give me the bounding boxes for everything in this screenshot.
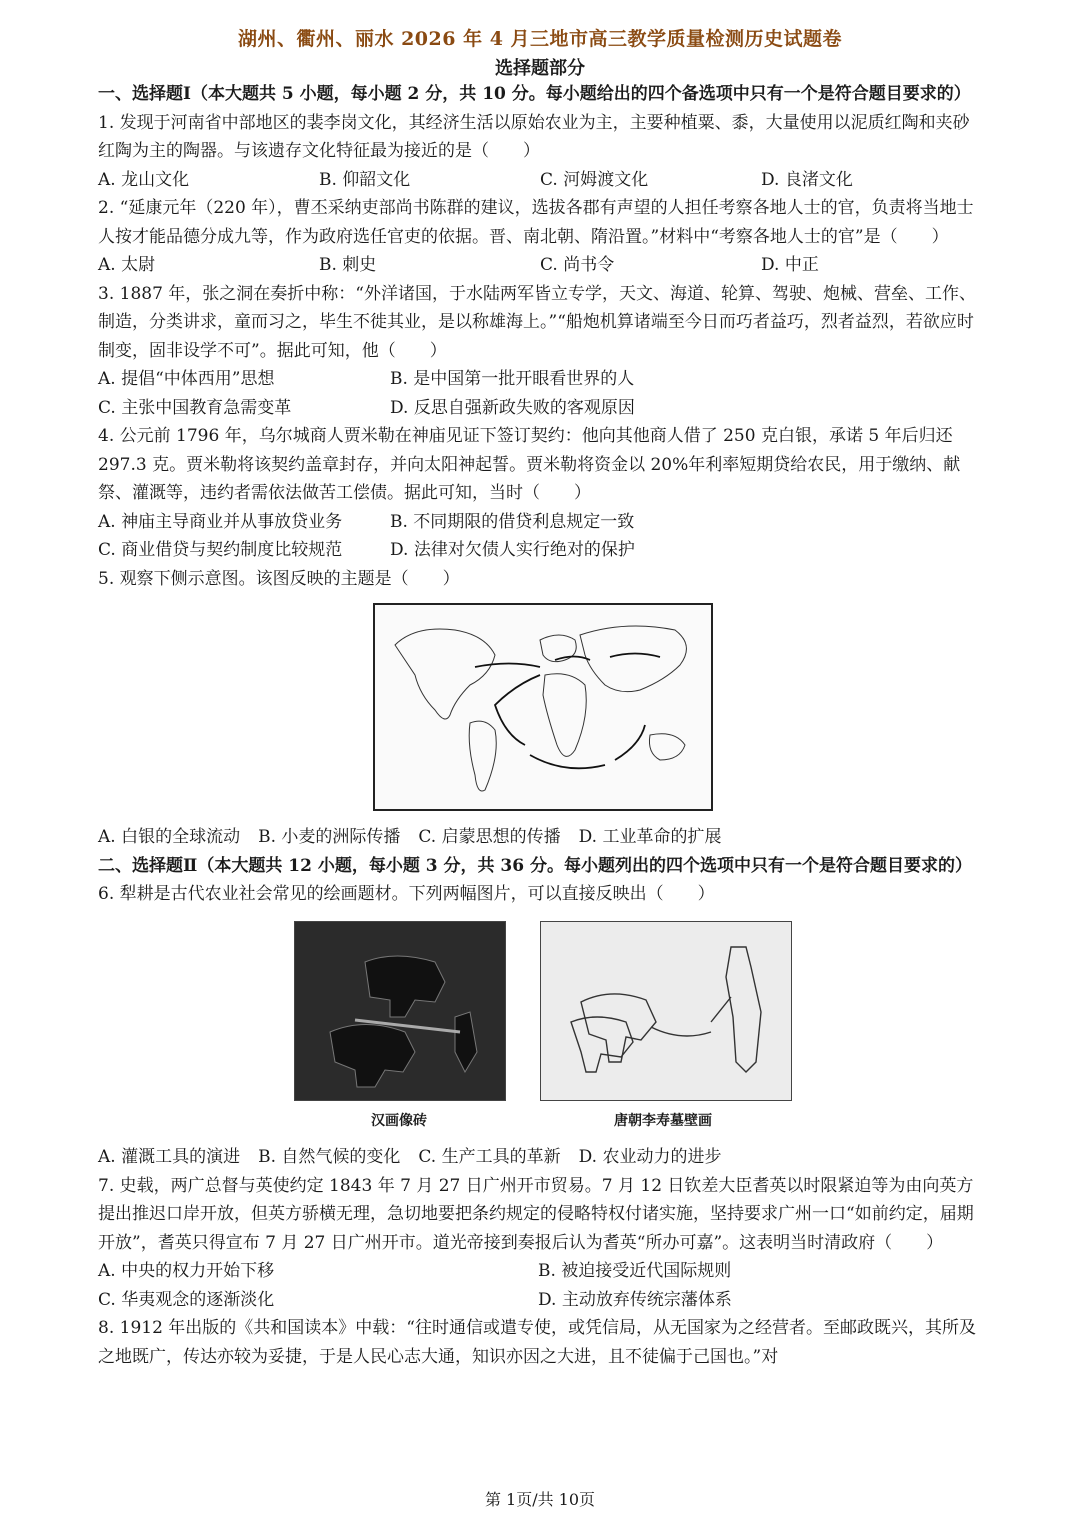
q7-stem: 7. 史载，两广总督与英使约定 1843 年 7 月 27 日广州开市贸易。7 月 12 日钦差大臣耆英以时限紧迫等为由向英方提出推迟口岸开放，但英方骄横无理，急切地要把条约规定的侵略特权付诸实施，坚持要求广州一口“如前约定，届期开放”，耆英只得宣布 7 月 27 日广州开市。道光帝接到奏报后认为耆英“所办可嘉”。这表明当时清政府（ ）	[98, 1175, 974, 1253]
q7-option-c: C. 华夷观念的逐渐淡化	[98, 1289, 275, 1310]
page-subtitle: 选择题部分	[495, 58, 585, 79]
q5-stem: 5. 观察下侧示意图。该图反映的主题是（ ）	[98, 568, 460, 589]
page-footer: 第 1页/共 10页	[484, 1490, 596, 1509]
q7-option-a: A. 中央的权力开始下移	[98, 1261, 275, 1281]
q3-option-b: B. 是中国第一批开眼看世界的人	[390, 369, 635, 389]
q6-option-c: C. 生产工具的革新	[418, 1147, 561, 1167]
ox-plowing-relief-illustration	[295, 922, 505, 1100]
q6-captions	[294, 1107, 984, 1136]
q2-option-b: B. 刺史	[319, 255, 377, 275]
q6-stem: 6. 犁耕是古代农业社会常见的绘画题材。下列两幅图片，可以直接反映出（ ）	[98, 884, 715, 904]
page-title: 湖州、衢州、丽水 2026 年 4 月三地市高三教学质量检测历史试题卷	[237, 28, 843, 50]
q2-option-a: A. 太尉	[98, 255, 156, 275]
section1-heading: 一、选择题Ⅰ（本大题共 5 小题，每小题 2 分，共 10 分。每小题给出的四个备选项中只有一个是符合题目要求的）	[98, 84, 971, 104]
q6-option-a: A. 灌溉工具的演进	[98, 1147, 241, 1167]
q2-stem: 2. “延康元年（220 年），曹丕采纳吏部尚书陈群的建议，选拔各郡有声望的人担任考察各地人士的官，负责将当地士人按才能品德分成九等，作为政府选任官吏的依据。晋、南北朝、隋沿置。”材料中“考察各地人士的官”是（ ）	[98, 198, 974, 247]
q4-stem: 4. 公元前 1796 年，乌尔城商人贾米勒在神庙见证下签订契约：他向其他商人借了 250 克白银，承诺 5 年后归还 297.3 克。贾米勒将该契约盖章封存，并向太阳神起誓。贾米勒将资金以 20%年利率短期贷给农民，用于缴纳、献祭、灌溉等，违约者需依法做苦工偿债。据此可知，当时（ ）	[98, 426, 961, 503]
q5-option-b: B. 小麦的洲际传播	[258, 827, 401, 847]
q7-option-d: D. 主动放弃传统宗藩体系	[538, 1289, 732, 1310]
q4-option-d: D. 法律对欠债人实行绝对的保护	[390, 540, 635, 560]
q4-options-row1	[98, 508, 984, 537]
q1-stem: 1. 发现于河南省中部地区的裴李岗文化，其经济生活以原始农业为主，主要种植粟、黍，大量使用以泥质红陶和夹砂红陶为主的陶器。与该遗存文化特征最为接近的是（ ）	[98, 112, 970, 161]
q1-option-b: B. 仰韶文化	[319, 169, 411, 190]
q2-options	[98, 251, 984, 280]
q3-option-a: A. 提倡“中体西用”思想	[98, 369, 275, 389]
q4-options-row2	[98, 536, 984, 565]
q7-options-row2	[98, 1286, 984, 1315]
q1-option-c: C. 河姆渡文化	[540, 169, 649, 190]
q7-options-row1	[98, 1257, 984, 1286]
han-brick-relief-image	[294, 921, 506, 1101]
q3-stem: 3. 1887 年，张之洞在奏折中称：“外洋诸国，于水陆两军皆立专学，天文、海道、轮算、驾驶、炮械、营垒、工作、制造，分类讲求，童而习之，毕生不徙其业，是以称雄海上。”“船炮机算诸端至今日而巧者益巧，烈者益烈，若欲应时制变，固非设学不可”。据此可知，他（ ）	[98, 283, 976, 361]
tang-plowing-mural-illustration	[541, 922, 791, 1100]
q3-options-row2	[98, 394, 984, 423]
q8-stem: 8. 1912 年出版的《共和国读本》中载：“往时通信或遣专使，或凭信局，从无国家为之经营者。至邮政既兴，其所及之地既广，传达亦较为妥捷，于是人民心志大通，知识亦因之大进，且不徒偏于己国也。”对	[98, 1318, 976, 1367]
q1-option-a: A. 龙山文化	[98, 169, 190, 190]
exam-content	[98, 80, 984, 1371]
q5-option-d: D. 工业革命的扩展	[578, 827, 722, 847]
q3-options-row1	[98, 365, 984, 394]
world-map-figure	[373, 603, 713, 811]
q4-option-c: C. 商业借贷与契约制度比较规范	[98, 540, 343, 560]
q4-option-b: B. 不同期限的借贷利息规定一致	[390, 511, 635, 532]
section2-heading: 二、选择题Ⅱ（本大题共 12 小题，每小题 3 分，共 36 分。每小题列出的四个选项中只有一个是符合题目要求的）	[98, 855, 972, 876]
world-map-illustration	[375, 605, 711, 809]
q6-options	[98, 1143, 984, 1172]
q5-options	[98, 823, 984, 852]
q5-option-a: A. 白银的全球流动	[98, 827, 241, 847]
q3-option-c: C. 主张中国教育急需变革	[98, 397, 292, 418]
q1-options	[98, 166, 984, 195]
q1-option-d: D. 良渚文化	[761, 169, 853, 190]
q7-option-b: B. 被迫接受近代国际规则	[538, 1261, 732, 1281]
q6-option-b: B. 自然气候的变化	[258, 1147, 401, 1167]
caption-han-brick: 汉画像砖	[371, 1112, 427, 1129]
caption-tang-mural: 唐朝李寿墓壁画	[614, 1112, 712, 1129]
q2-option-d: D. 中正	[761, 255, 819, 275]
q6-option-d: D. 农业动力的进步	[578, 1147, 722, 1167]
q2-option-c: C. 尚书令	[540, 255, 615, 275]
q3-option-d: D. 反思自强新政失败的客观原因	[390, 397, 635, 418]
q6-figures	[294, 921, 984, 1101]
tang-mural-image	[540, 921, 792, 1101]
q5-option-c: C. 启蒙思想的传播	[418, 827, 561, 847]
q4-option-a: A. 神庙主导商业并从事放贷业务	[98, 511, 343, 532]
